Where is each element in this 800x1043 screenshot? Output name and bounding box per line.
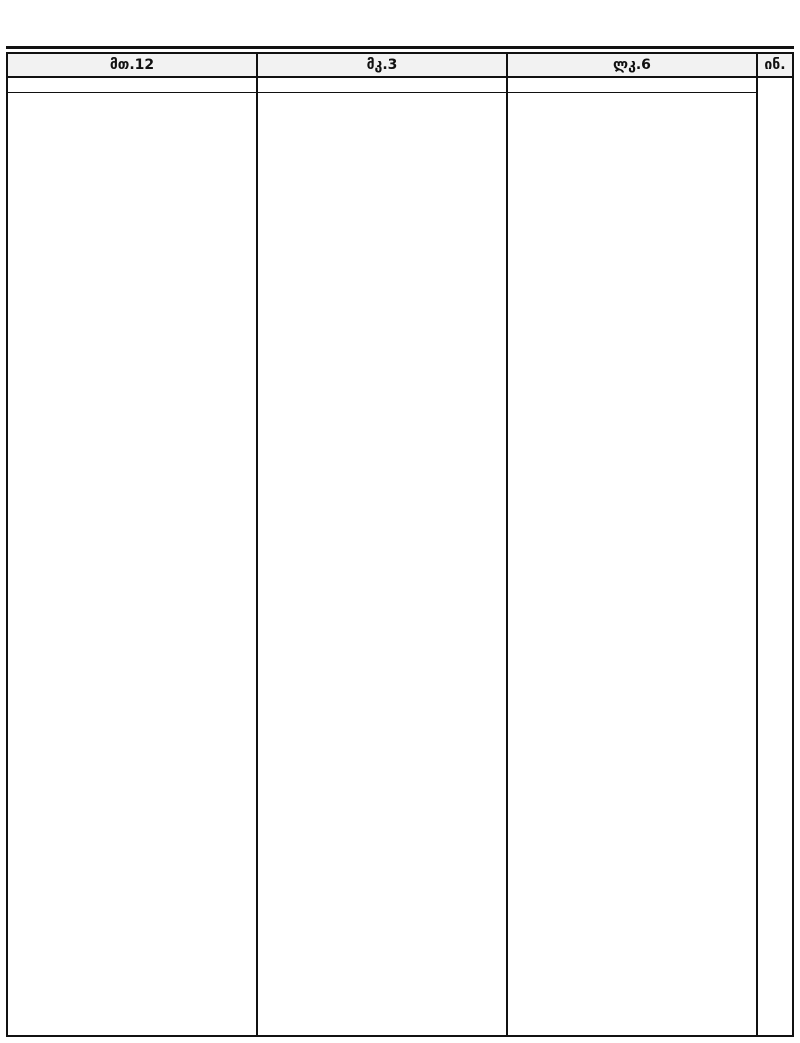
column-header-john: ინ. bbox=[758, 54, 792, 78]
column-header-luke: ლკ.6 bbox=[508, 54, 758, 78]
section-divider bbox=[508, 92, 756, 93]
section-divider bbox=[258, 92, 506, 93]
synopsis-table bbox=[6, 52, 794, 1037]
column-header-matthew: მთ.12 bbox=[8, 54, 258, 78]
column-header-mark: მკ.3 bbox=[258, 54, 508, 78]
column-matthew bbox=[8, 78, 258, 1035]
section-divider bbox=[8, 92, 256, 93]
page-header bbox=[6, 4, 794, 44]
column-mark bbox=[258, 78, 508, 1035]
column-luke bbox=[508, 78, 758, 1035]
column-john bbox=[758, 78, 792, 1035]
title-underline bbox=[6, 46, 794, 49]
